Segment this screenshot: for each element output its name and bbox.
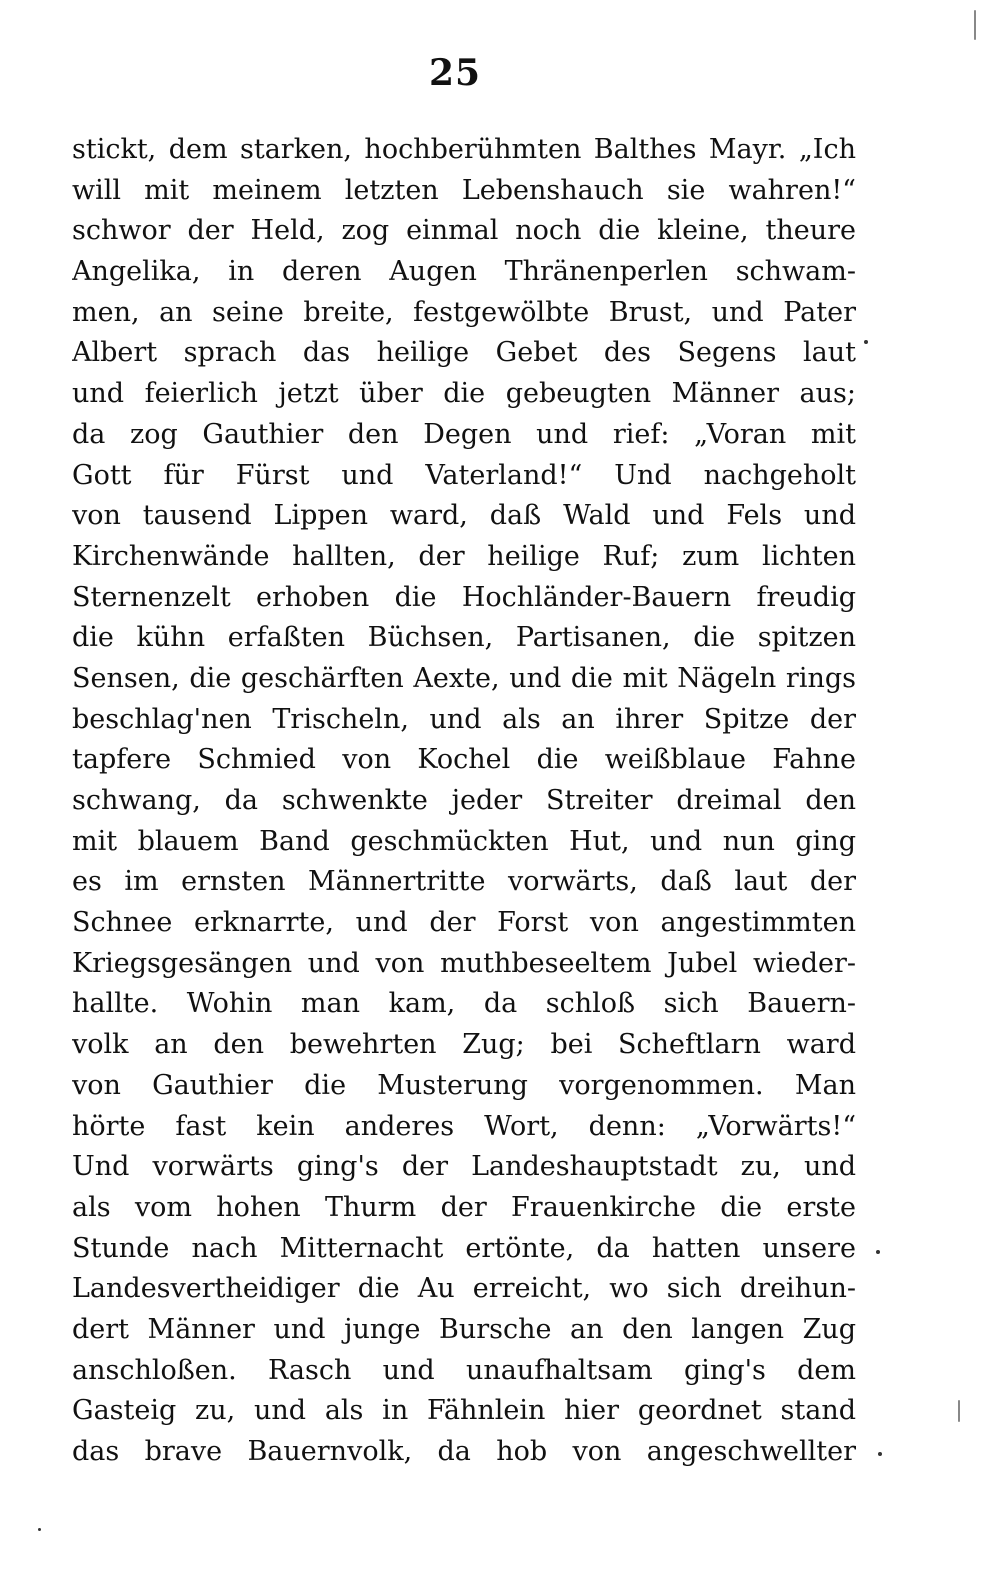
- text-line: als vom hohen Thurm der Frauenkirche die erste: [72, 1191, 856, 1223]
- body-text: [72, 130, 856, 1473]
- text-line: Sternenzelt erhoben die Hochländer-Bauern freudig: [72, 581, 856, 613]
- text-line: hallte. Wohin man kam, da schloß sich Bauern-: [72, 988, 856, 1020]
- text-line: dert Männer und junge Bursche an den langen Zug: [72, 1313, 856, 1345]
- text-line: will mit meinem letzten Lebenshauch sie wahren!“: [72, 174, 856, 206]
- text-line: das brave Bauernvolk, da hob von angeschwellter: [72, 1436, 856, 1467]
- text-line: Albert sprach das heilige Gebet des Segens laut: [72, 337, 856, 369]
- text-line: da zog Gauthier den Degen und rief: „Voran mit: [72, 418, 856, 450]
- text-line: die kühn erfaßten Büchsen, Partisanen, die spitzen: [72, 622, 856, 654]
- text-line: schwang, da schwenkte jeder Streiter dreimal den: [72, 785, 856, 816]
- text-line: schwor der Held, zog einmal noch die kleine, theure: [72, 215, 856, 247]
- text-line: Gott für Fürst und Vaterland!“ Und nachgeholt: [72, 459, 856, 491]
- text-line: beschlag'nen Trischeln, und als an ihrer Spitze der: [72, 703, 856, 735]
- text-line: tapfere Schmied von Kochel die weißblaue Fahne: [72, 744, 856, 776]
- text-line: Und vorwärts ging's der Landeshauptstadt zu, und: [72, 1151, 856, 1183]
- text-line: von Gauthier die Musterung vorgenommen. Man: [72, 1069, 856, 1101]
- text-line: Kirchenwände hallten, der heilige Ruf; zum lichten: [72, 540, 856, 572]
- text-line: Angelika, in deren Augen Thränenperlen schwam-: [72, 256, 856, 288]
- print-speck: [876, 1250, 880, 1254]
- print-speck: [878, 1452, 882, 1456]
- text-line: mit blauem Band geschmückten Hut, und nun ging: [72, 825, 856, 857]
- text-line: Stunde nach Mitternacht ertönte, da hatten unsere: [72, 1232, 856, 1264]
- text-line: Kriegsgesängen und von muthbeseeltem Jubel wieder-: [72, 947, 856, 979]
- text-line: Schnee erknarrte, und der Forst von angestimmten: [72, 907, 856, 939]
- print-speck: [974, 10, 976, 40]
- text-line: und feierlich jetzt über die gebeugten Männer aus;: [72, 378, 856, 410]
- text-line: Gasteig zu, und als in Fähnlein hier geordnet stand: [72, 1395, 856, 1427]
- page-number: 25: [428, 52, 482, 94]
- text-line: men, an seine breite, festgewölbte Brust, und Pater: [72, 296, 856, 328]
- print-speck: [958, 1400, 960, 1422]
- text-line: anschloßen. Rasch und unaufhaltsam ging's dem: [72, 1354, 856, 1386]
- print-speck: [864, 340, 868, 344]
- text-line: volk an den bewehrten Zug; bei Scheftlarn ward: [72, 1029, 856, 1061]
- text-line: Landesvertheidiger die Au erreicht, wo sich dreihun-: [72, 1273, 856, 1305]
- text-line: es im ernsten Männertritte vorwärts, daß laut der: [72, 866, 856, 898]
- text-line: hörte fast kein anderes Wort, denn: „Vorwärts!“: [72, 1110, 856, 1142]
- text-line: Sensen, die geschärften Aexte, und die mit Nägeln rings: [72, 662, 856, 694]
- text-line: stickt, dem starken, hochberühmten Balthes Mayr. „Ich: [72, 134, 856, 165]
- text-line: von tausend Lippen ward, daß Wald und Fels und: [72, 500, 856, 532]
- print-speck: [38, 1528, 41, 1531]
